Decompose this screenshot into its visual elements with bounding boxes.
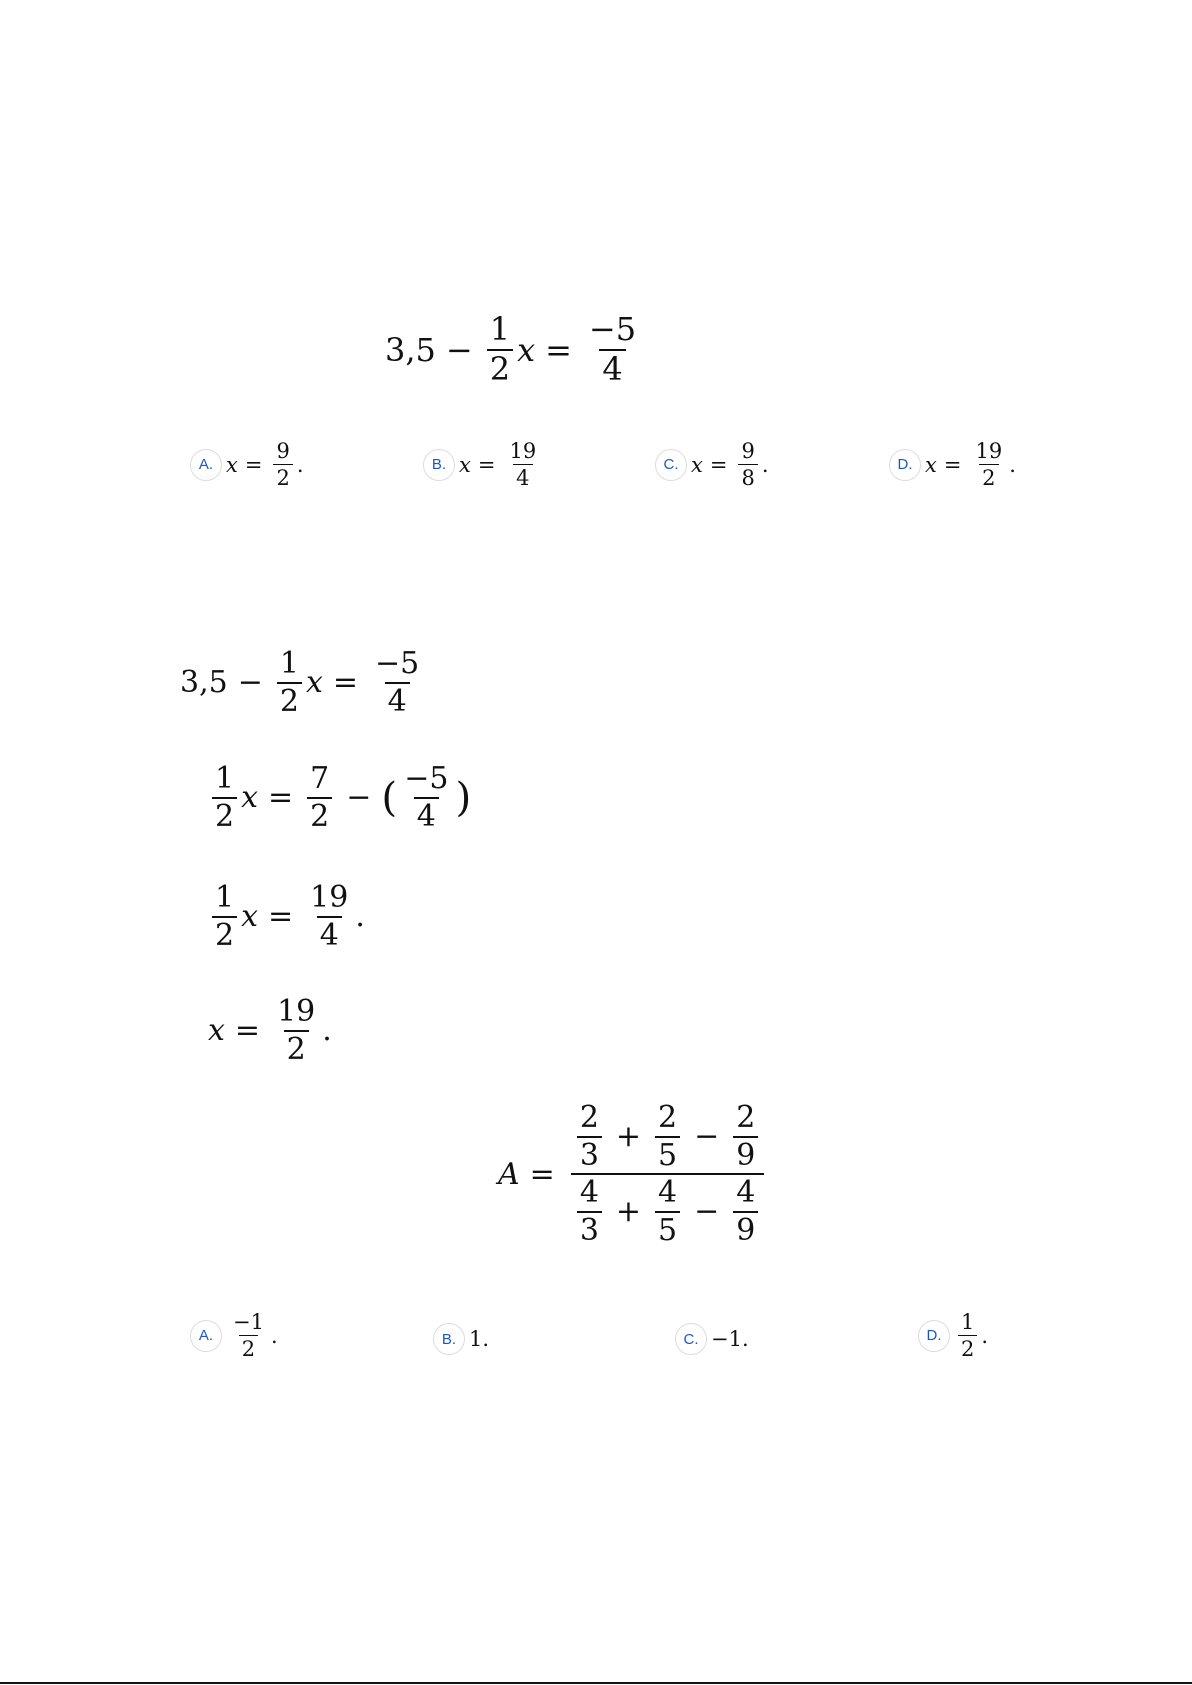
option-fraction: $\frac{19}{4}$ [509, 439, 537, 491]
fraction-seven-halves: $\frac{7}{2}$ [307, 763, 332, 832]
problem1-option-a[interactable]: A. x = $\frac{9}{2}$ . [190, 440, 304, 489]
problem2-option-a[interactable]: A. $\frac{-1}{2}$ . [190, 1311, 278, 1360]
option-label-c[interactable]: C. [675, 1323, 707, 1355]
solution-step-3: $\frac{1}{2}$ x = $\frac{19}{4}$ . [208, 882, 365, 951]
option-fraction: $\frac{9}{8}$ [738, 440, 757, 489]
fraction-rhs: $\frac{-5}{4}$ [375, 646, 420, 719]
option-fraction: $\frac{1}{2}$ [958, 1311, 977, 1360]
solution-step-1: 3,5 − $\frac{1}{2}$ x = $\frac{-5}{4}$ [180, 648, 426, 717]
page-bottom-border [0, 1682, 1192, 1684]
solution-step-2: $\frac{1}{2}$ x = $\frac{7}{2}$ − ( $\frac{-5}{4}$ ) [208, 763, 471, 832]
option-label-a[interactable]: A. [190, 1320, 222, 1352]
problem1-option-c[interactable]: C. x = $\frac{9}{8}$ . [655, 440, 769, 489]
minus-sign: − [445, 330, 473, 369]
option-fraction: $\frac{9}{2}$ [273, 440, 292, 489]
fraction-half: $\frac{1}{2}$ [212, 763, 237, 832]
option-label-b[interactable]: B. [433, 1323, 465, 1355]
fraction-half: $\frac{1}{2}$ [487, 313, 513, 386]
problem1-equation [385, 310, 643, 388]
term-a: 3,5 [385, 330, 436, 369]
fraction-nineteen-halves: $\frac{19}{2}$ [277, 994, 316, 1067]
fraction-nineteen-fourths: $\frac{19}{4}$ [310, 880, 349, 953]
problem2-option-b[interactable]: B. 1. [433, 1323, 489, 1355]
option-label-a[interactable]: A. [190, 449, 222, 481]
compound-fraction [571, 1100, 765, 1248]
problem1-option-b[interactable]: B. x = $\frac{19}{4}$ [423, 440, 543, 489]
option-label-b[interactable]: B. [423, 449, 455, 481]
fraction-half: $\frac{1}{2}$ [212, 882, 237, 951]
option-fraction: $\frac{-1}{2}$ [233, 1310, 264, 1362]
fraction: $\frac{4}{9}$ [733, 1177, 758, 1246]
solution-step-4: x = $\frac{19}{2}$ . [208, 994, 332, 1067]
fraction-neg-five-fourths: $\frac{-5}{4}$ [404, 761, 449, 834]
option-fraction: $\frac{19}{2}$ [975, 439, 1003, 491]
compound-numerator: $\frac{2}{3}$ + $\frac{2}{5}$ − $\frac{2}{9}$ [571, 1100, 765, 1173]
problem2-expression: A = $\frac{2}{3}$ + $\frac{2}{5}$ − $\frac{2}{9}$ $\frac{4}{3}$ + $\frac{4}{5}$ − $\frac{4}{9}$ [498, 1100, 770, 1248]
fraction-rhs: $\frac{-5}{4}$ [588, 310, 637, 388]
compound-denominator: $\frac{4}{3}$ + $\frac{4}{5}$ − $\frac{4}{9}$ [571, 1173, 765, 1248]
fraction: $\frac{2}{5}$ [655, 1102, 680, 1171]
fraction: $\frac{2}{9}$ [733, 1102, 758, 1171]
fraction: $\frac{4}{5}$ [655, 1177, 680, 1246]
problem2-option-d[interactable]: D. $\frac{1}{2}$ . [918, 1311, 988, 1360]
fraction: $\frac{4}{3}$ [577, 1177, 602, 1246]
variable-a: A [498, 1156, 520, 1192]
variable-x: x [517, 330, 536, 369]
option-label-d[interactable]: D. [918, 1320, 950, 1352]
equals-sign: = [545, 330, 572, 369]
fraction: $\frac{2}{3}$ [577, 1102, 602, 1171]
problem1-option-d[interactable]: D. x = $\frac{19}{2}$ . [889, 440, 1016, 489]
fraction-half: $\frac{1}{2}$ [277, 648, 302, 717]
option-label-d[interactable]: D. [889, 449, 921, 481]
problem2-option-c[interactable]: C. −1. [675, 1323, 749, 1355]
option-label-c[interactable]: C. [655, 449, 687, 481]
